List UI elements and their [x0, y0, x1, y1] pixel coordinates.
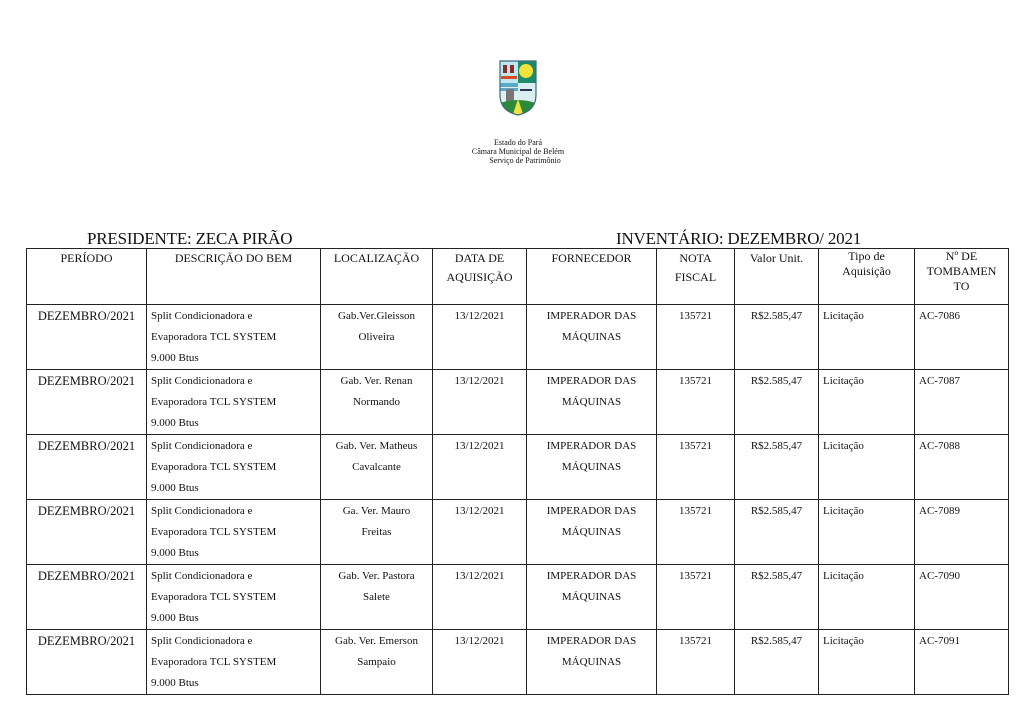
cell-period: DEZEMBRO/2021	[27, 305, 147, 370]
header-label: PERÍODO	[60, 251, 113, 265]
cell-description-line: 9.000 Btus	[151, 482, 199, 494]
cell-supplier	[527, 370, 657, 435]
cell-acquisition-type: Licitação	[819, 370, 915, 435]
cell-location	[321, 370, 433, 435]
table-header-row	[27, 249, 1009, 305]
cell-supplier	[527, 630, 657, 695]
cell-location-line: Gab.Ver.Gleisson	[338, 310, 415, 322]
cell-acquisition-type: Licitação	[819, 435, 915, 500]
table-row	[27, 500, 1009, 565]
cell-supplier-line: IMPERADOR DAS	[546, 570, 637, 582]
cell-location-line: Gab. Ver. Pastora	[338, 570, 415, 582]
cell-supplier	[527, 305, 657, 370]
cell-location-line: Gab. Ver. Matheus	[335, 440, 418, 452]
header-service: Serviço de Patrimônio	[489, 156, 561, 165]
header-label: Nº DE	[945, 249, 978, 263]
cell-acquisition-date: 13/12/2021	[433, 435, 527, 500]
header-label: Tipo de	[848, 249, 885, 263]
header-col-acquisition-date	[433, 249, 527, 305]
cell-supplier-line: IMPERADOR DAS	[546, 440, 637, 452]
cell-location	[321, 435, 433, 500]
cell-supplier-line: MÁQUINAS	[561, 331, 622, 343]
header-label: AQUISIÇÃO	[446, 270, 513, 284]
cell-location	[321, 305, 433, 370]
cell-supplier	[527, 500, 657, 565]
cell-period: DEZEMBRO/2021	[27, 370, 147, 435]
cell-location-line: Sampaio	[357, 656, 396, 668]
cell-invoice: 135721	[657, 435, 735, 500]
table-row	[27, 435, 1009, 500]
cell-acquisition-date: 13/12/2021	[433, 630, 527, 695]
cell-description-line: Evaporadora TCL SYSTEM	[151, 461, 277, 473]
header-col-asset-number	[915, 249, 1009, 305]
cell-description-line: Evaporadora TCL SYSTEM	[151, 331, 277, 343]
header-col-description	[147, 249, 321, 305]
cell-description	[147, 435, 321, 500]
cell-supplier-line: MÁQUINAS	[561, 591, 622, 603]
cell-location	[321, 565, 433, 630]
coat-of-arms-logo	[498, 59, 538, 117]
header-col-period	[27, 249, 147, 305]
cell-description-line: Split Condicionadora e	[151, 570, 253, 582]
cell-supplier-line: MÁQUINAS	[561, 526, 622, 538]
cell-location-line: Salete	[363, 591, 390, 603]
cell-description-line: 9.000 Btus	[151, 547, 199, 559]
cell-location-line: Gab. Ver. Emerson	[335, 635, 418, 647]
cell-location	[321, 630, 433, 695]
cell-location-line: Freitas	[361, 526, 392, 538]
cell-period: DEZEMBRO/2021	[27, 565, 147, 630]
cell-acquisition-date: 13/12/2021	[433, 370, 527, 435]
cell-supplier-line: IMPERADOR DAS	[546, 310, 637, 322]
cell-period: DEZEMBRO/2021	[27, 630, 147, 695]
cell-asset-number: AC-7089	[915, 500, 1009, 565]
header-col-location	[321, 249, 433, 305]
cell-acquisition-date: 13/12/2021	[433, 305, 527, 370]
cell-period: DEZEMBRO/2021	[27, 435, 147, 500]
cell-supplier	[527, 435, 657, 500]
header-col-unit-value	[735, 249, 819, 305]
header-state: Estado do Pará	[494, 138, 542, 147]
cell-unit-value: R$2.585,47	[735, 305, 819, 370]
cell-location-line: Gab. Ver. Renan	[340, 375, 413, 387]
cell-unit-value: R$2.585,47	[735, 370, 819, 435]
header-label: Aquisição	[842, 264, 891, 278]
cell-location-line: Normando	[352, 396, 401, 408]
header-label: DATA DE	[454, 251, 505, 265]
header-label: FORNECEDOR	[551, 251, 632, 265]
inventory-table	[26, 248, 1009, 695]
cell-location-line: Cavalcante	[352, 461, 401, 473]
cell-supplier-line: IMPERADOR DAS	[546, 635, 637, 647]
header-label: TO	[953, 279, 970, 293]
cell-description-line: Evaporadora TCL SYSTEM	[151, 656, 277, 668]
header-label: NOTA	[679, 251, 712, 265]
cell-location-line: Ga. Ver. Mauro	[342, 505, 411, 517]
header-label: FISCAL	[674, 270, 717, 284]
cell-description-line: Evaporadora TCL SYSTEM	[151, 591, 277, 603]
cell-supplier-line: IMPERADOR DAS	[546, 375, 637, 387]
header-label: LOCALIZAÇÃO	[333, 251, 420, 265]
cell-description-line: Split Condicionadora e	[151, 635, 253, 647]
cell-description	[147, 370, 321, 435]
cell-acquisition-type: Licitação	[819, 565, 915, 630]
cell-supplier-line: MÁQUINAS	[561, 656, 622, 668]
cell-description-line: Split Condicionadora e	[151, 375, 253, 387]
cell-supplier	[527, 565, 657, 630]
inventory-title: INVENTÁRIO: DEZEMBRO/ 2021	[616, 229, 862, 248]
cell-period: DEZEMBRO/2021	[27, 500, 147, 565]
table-row	[27, 370, 1009, 435]
table-row	[27, 565, 1009, 630]
cell-acquisition-date: 13/12/2021	[433, 500, 527, 565]
cell-supplier-line: MÁQUINAS	[561, 461, 622, 473]
header-label: TOMBAMEN	[926, 264, 997, 278]
cell-unit-value: R$2.585,47	[735, 630, 819, 695]
table-row	[27, 305, 1009, 370]
cell-asset-number: AC-7091	[915, 630, 1009, 695]
cell-description-line: Split Condicionadora e	[151, 310, 253, 322]
cell-unit-value: R$2.585,47	[735, 500, 819, 565]
cell-description-line: Split Condicionadora e	[151, 505, 253, 517]
institution-header	[430, 138, 606, 165]
cell-supplier-line: MÁQUINAS	[561, 396, 622, 408]
president-title: PRESIDENTE: ZECA PIRÃO	[87, 229, 293, 248]
header-chamber: Câmara Municipal de Belém	[471, 147, 565, 156]
header-label: Valor Unit.	[749, 251, 804, 265]
cell-description	[147, 565, 321, 630]
header-col-acquisition-type	[819, 249, 915, 305]
cell-asset-number: AC-7088	[915, 435, 1009, 500]
cell-invoice: 135721	[657, 370, 735, 435]
cell-asset-number: AC-7087	[915, 370, 1009, 435]
cell-invoice: 135721	[657, 500, 735, 565]
cell-description-line: Split Condicionadora e	[151, 440, 253, 452]
cell-description-line: Evaporadora TCL SYSTEM	[151, 526, 277, 538]
cell-acquisition-type: Licitação	[819, 630, 915, 695]
cell-description-line: 9.000 Btus	[151, 417, 199, 429]
cell-description-line: Evaporadora TCL SYSTEM	[151, 396, 277, 408]
header-label: DESCRIÇÃO DO BEM	[174, 251, 293, 265]
cell-unit-value: R$2.585,47	[735, 435, 819, 500]
cell-invoice: 135721	[657, 565, 735, 630]
cell-unit-value: R$2.585,47	[735, 565, 819, 630]
cell-acquisition-type: Licitação	[819, 500, 915, 565]
cell-location	[321, 500, 433, 565]
cell-description-line: 9.000 Btus	[151, 677, 199, 689]
cell-description-line: 9.000 Btus	[151, 352, 199, 364]
cell-location-line: Oliveira	[358, 331, 395, 343]
cell-asset-number: AC-7086	[915, 305, 1009, 370]
cell-description-line: 9.000 Btus	[151, 612, 199, 624]
table-row	[27, 630, 1009, 695]
cell-invoice: 135721	[657, 305, 735, 370]
cell-asset-number: AC-7090	[915, 565, 1009, 630]
cell-description	[147, 630, 321, 695]
cell-supplier-line: IMPERADOR DAS	[546, 505, 637, 517]
header-col-invoice	[657, 249, 735, 305]
cell-invoice: 135721	[657, 630, 735, 695]
cell-acquisition-date: 13/12/2021	[433, 565, 527, 630]
cell-acquisition-type: Licitação	[819, 305, 915, 370]
header-col-supplier	[527, 249, 657, 305]
cell-description	[147, 500, 321, 565]
cell-description	[147, 305, 321, 370]
